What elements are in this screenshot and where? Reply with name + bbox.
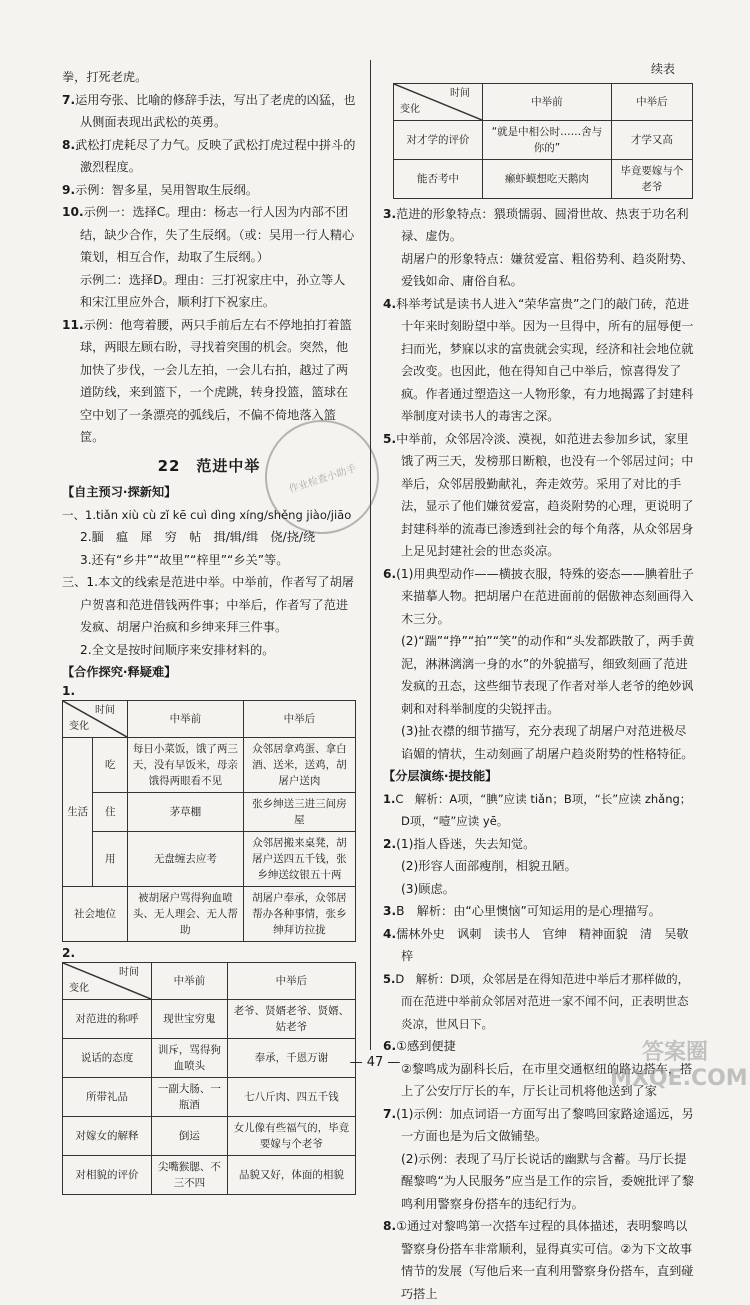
row-social-status: 社会地位: [63, 886, 128, 941]
col-after: 中举后: [243, 700, 355, 737]
comparison-table-2: [62, 962, 356, 1195]
cell-before: 尖嘴猴腮、不三不四: [152, 1155, 228, 1194]
continued-table-label: 续表: [650, 62, 675, 76]
answer-4: 4.科举考试是读书人进入“荣华富贵”之门的敲门砖，范进十年来时刻盼望中举。因为一旦得中，所有的屈辱便一扫而光，梦寐以求的富贵就会实现，经济和社会地位就会改变。也因此，他在得知自己中举后，惊喜得发了疯。作者通过塑造这一人物形象，有力地揭露了封建科举制度对读书人的毒害之深。: [383, 296, 694, 423]
cell-after: 毕竟要嫁与个老爷: [611, 159, 692, 198]
practice-2: 2.(1)指人昏迷，失去知觉。: [383, 836, 536, 851]
comparison-table-2-continued: [393, 83, 693, 199]
practice-6-part: ②黎鸣成为副科长后，在市里交通枢纽的路边搭车，搭上了公安厅厅长的车，厅长让司机将他送到了家: [401, 1061, 693, 1098]
preview-item: 一、1.tiǎn xiù cù zǐ kē cuì dìng xíng/shěng jiào/jiāo: [62, 507, 352, 522]
cell-before: 无盘缠去应考: [128, 831, 244, 886]
inspection-stamp: 作业检查小助手: [250, 405, 394, 549]
answer-3-part: 胡屠户的形象特点：嫌贫爱富、粗俗势利、趋炎附势、爱钱如命、庸俗自私。: [401, 251, 694, 288]
preview-item: 三、1.本文的线索是范进中举。中举前，作者写了胡屠户贺喜和范进借钱两件事；中举后，作者写了范进发疯、胡屠户治疯和乡绅来拜三件事。: [62, 575, 354, 634]
header-time: 时间: [450, 87, 470, 99]
practice-2-part: (2)形容人面部瘦削，相貌丑陋。: [401, 859, 577, 873]
cell-after: 品貌又好，体面的相貌: [227, 1155, 355, 1194]
preview-item: 2.全文是按时间顺序来安排材料的。: [80, 642, 275, 657]
answer-11: 11.示例：他弯着腰，两只手前后左右不停地拍打着篮球，两眼左顾右盼，寻找着突围的机会。突然，他加快了步伐，一会儿左拍，一会儿右拍，越过了两道防线，来到篮下，一个虎跳，转身投篮，篮球在空中划了一条漂亮的弧线后，不偏不倚地落入篮筐。: [62, 317, 352, 444]
practice-7: 7.(1)示例：加点词语一方面写出了黎鸣回家路途遥远，另一方面也是为后文做铺垫。: [383, 1106, 694, 1143]
answer-10-example-2: 示例二：选择D。理由：三打祝家庄中，孙立等人和宋江里应外合，顺利打下祝家庄。: [80, 272, 346, 309]
cell-after: 胡屠户奉承，众邻居帮办各种事情，张乡绅拜访拉拢: [243, 886, 355, 941]
left-column: [62, 66, 356, 1199]
practice-3: 3.B 解析：由“心里懊恼”可知运用的是心理描写。: [383, 904, 661, 918]
column-divider: [370, 60, 371, 1050]
cell-before: 一副大肠、一瓶酒: [152, 1077, 228, 1116]
table2-number: 2.: [62, 945, 76, 960]
cell-after: 张乡绅送三进三间房屋: [243, 792, 355, 831]
section-heading-practice: 【分层演练·提技能】: [383, 769, 498, 783]
table-header-diagonal: [394, 83, 483, 120]
table-header-diagonal: [63, 700, 128, 737]
cell-after: 奉承，千恩万谢: [227, 1038, 355, 1077]
row-category: 对嫁女的解释: [63, 1116, 152, 1155]
answer-3: 3.范进的形象特点：猥琐懦弱、圆滑世故、热衷于功名利禄、虚伪。: [383, 206, 689, 243]
cell-after: 老爷、贤婿老爷、贤婿、姑老爷: [227, 999, 355, 1038]
cell-before: 茅草棚: [128, 792, 244, 831]
cell-after: 女儿像有些福气的，毕竟要嫁与个老爷: [227, 1116, 355, 1155]
table1-number: 1.: [62, 683, 76, 698]
answer-10: 10.示例一：选择C。理由：杨志一行人因为内部不团结，缺少合作，失了生辰纲。（或：吴用一行人精心策划，相互合作，劫取了生辰纲。）: [62, 205, 355, 264]
cell-before: 癞虾蟆想吃天鹅肉: [483, 159, 612, 198]
row-category: 住: [93, 792, 128, 831]
row-category: 所带礼品: [63, 1077, 152, 1116]
header-time: 时间: [119, 966, 139, 978]
cell-before: 现世宝穷鬼: [152, 999, 228, 1038]
comparison-table-1: [62, 700, 356, 942]
practice-4: 4.儒林外史 讽刺 读书人 官绅 精神面貌 清 吴敬梓: [383, 926, 689, 963]
header-change: 变化: [400, 103, 420, 115]
header-change: 变化: [69, 720, 89, 732]
cell-after: 众邻居搬来桌凳，胡屠户送四五千钱，张乡绅送纹银五十两: [243, 831, 355, 886]
row-category: 用: [93, 831, 128, 886]
practice-5: 5.D 解析：D项，众邻居是在得知范进中举后才那样做的，而在范进中举前众邻居对范进一家不闻不问，正表明世态炎凉，世风日下。: [383, 971, 690, 1031]
row-category: 吃: [93, 737, 128, 792]
answer-7: 7.运用夸张、比喻的修辞手法，写出了老虎的凶猛，也从侧面表现出武松的英勇。: [62, 92, 356, 129]
row-category: 对范进的称呼: [63, 999, 152, 1038]
cell-before: “就是中相公时……舍与你的”: [483, 120, 612, 159]
practice-8: 8.①通过对黎鸣第一次搭车过程的具体描述，表明黎鸣以警察身份搭车非常顺利，显得真实可信。②为下文故事情节的发展（写他后来一直利用警察身份搭车，直到碰巧搭上: [383, 1219, 694, 1301]
answer-6-part: (2)“踹”“挣”“拍”“笑”的动作和“头发都跌散了，两手黄泥，淋淋漓漓一身的水”的外貌描写，细致刻画了范进发疯的丑态，这些细节表现了作者对举人老爷的绝妙讽刺和对科举制度的尖锐抨击。: [401, 634, 695, 716]
header-change: 变化: [69, 982, 89, 994]
cell-after: 才学又高: [611, 120, 692, 159]
row-category: 能否考中: [394, 159, 483, 198]
header-time: 时间: [95, 704, 115, 716]
section-heading-explore: 【合作探究·释疑难】: [62, 665, 177, 679]
answer-6: 6.(1)用典型动作——横披衣服，特殊的姿态——腆着肚子来描摹人物。把胡屠户在范进面前的倨傲神态刻画得入木三分。: [383, 566, 694, 626]
row-category: 说话的态度: [63, 1038, 152, 1077]
table-header-diagonal: [63, 962, 152, 999]
page-number: — 47 —: [349, 1055, 401, 1070]
practice-7-part: (2)示例：表现了马厅长说话的幽默与含蓄。马厅长提醒黎鸣“为人民服务”应当是工作的宗旨，委婉批评了黎鸣利用警察身份搭车的违纪行为。: [401, 1151, 694, 1211]
cell-after: 众邻居拿鸡蛋、拿白酒、送米，送鸡，胡屠户送肉: [243, 737, 355, 792]
row-category: 对相貌的评价: [63, 1155, 152, 1194]
answer-8: 8.武松打虎耗尽了力气。反映了武松打虎过程中拼斗的激烈程度。: [62, 137, 356, 174]
section-heading-preview: 【自主预习·探新知】: [62, 485, 177, 499]
col-after: 中举后: [227, 962, 355, 999]
row-group-life: 生活: [63, 737, 93, 886]
cell-before: 倒运: [152, 1116, 228, 1155]
col-before: 中举前: [152, 962, 228, 999]
answer-line: 拳，打死老虎。: [62, 70, 148, 84]
practice-1: 1.C 解析：A项，“腆”应读 tiǎn；B项，“长”应读 zhǎng；D项，“噎”应读 yē。: [383, 791, 692, 828]
watermark-logo: 答案圈 MXQE.COM: [610, 1040, 748, 1091]
preview-item: 3.还有“乡井”“故里”“梓里”“乡关”等。: [80, 552, 289, 567]
col-after: 中举后: [611, 83, 692, 120]
cell-before: 每日小菜饭，饿了两三天，没有早饭米，母亲饿得两眼看不见: [128, 737, 244, 792]
row-category: 对才学的评价: [394, 120, 483, 159]
preview-item: 2.腼 瘟 犀 穷 帖 揖/辑/缉 侥/挠/绕: [80, 530, 316, 544]
practice-2-part: (3)顾虑。: [401, 881, 455, 896]
col-before: 中举前: [483, 83, 612, 120]
right-column: [383, 62, 695, 1305]
answer-6-part: (3)扯衣襟的细节描写，充分表现了胡屠户对范进极尽谄媚的情状，生动刻画了胡屠户趋炎附势的性格特征。: [401, 724, 694, 761]
cell-after: 七八斤肉、四五千钱: [227, 1077, 355, 1116]
practice-6: 6.①感到便捷: [383, 1039, 456, 1053]
cell-before: 训斥，骂得狗血喷头: [152, 1038, 228, 1077]
answer-9: 9.示例：智多星，吴用智取生辰纲。: [62, 182, 258, 197]
col-before: 中举前: [128, 700, 244, 737]
cell-before: 被胡屠户骂得狗血喷头、无人理会、无人帮助: [128, 886, 244, 941]
lesson-title: 22 范进中举: [157, 456, 261, 475]
answer-5: 5.中举前，众邻居冷淡、漠视，如范进去参加乡试，家里饿了两三天，发榜那日断粮，也没有一个邻居过问；中举后，众邻居殷勤献礼，奔走效劳。采用了对比的手法，显示了他们嫌贫爱富，趋炎附势的心理，更说明了封建科举的流毒已渗透到社会的每个角落，从众邻居身上足见封建社会的世态炎凉。: [383, 431, 694, 558]
